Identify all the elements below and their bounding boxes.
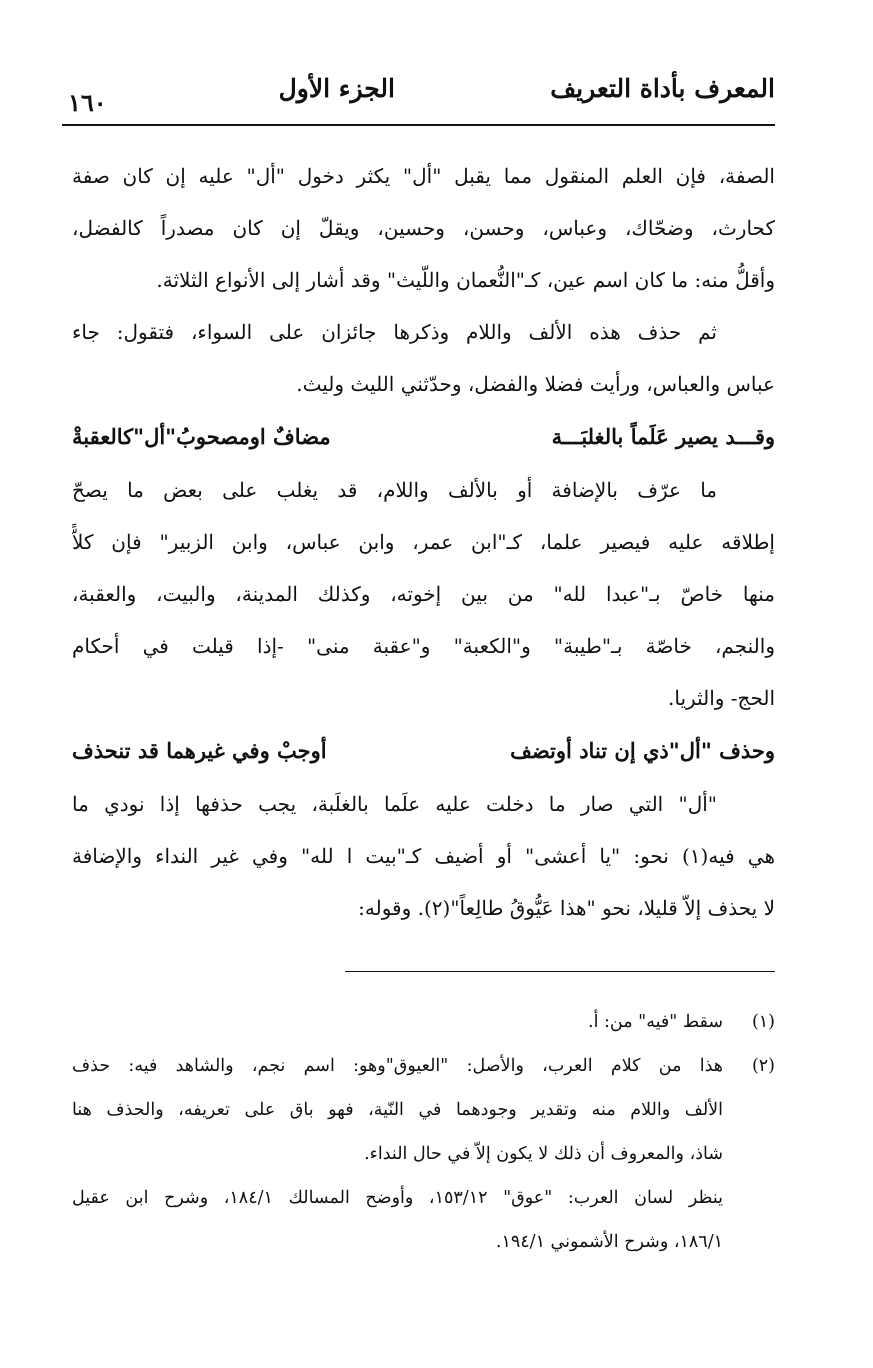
footnote-text: سقط "فيه" من: أ.: [588, 1012, 723, 1032]
verse-second-hemistich: أوجبْ وفي غيرهما قد تنحذف: [72, 738, 327, 763]
footnote-reference: ينظر لسان العرب: "عوق" ١٥٣/١٢، وأوضح المسالك ١٨٤/١، وشرح ابن عقيل: [72, 1188, 723, 1208]
main-text: [72, 150, 775, 934]
text-line: ثم حذف هذه الألف واللام وذكرها جائزان على السواء، فتقول: جاء: [72, 320, 717, 344]
text-line: لا يحذف إلاّ قليلا، نحو "هذا عَيُّوقُ طالِعاً"(٢). وقوله:: [358, 896, 775, 920]
text-line: هي فيه(١) نحو: "يا أعشى" أو أضيف كـ"بيت ا لله" وفي غير النداء والإضافة: [72, 844, 775, 868]
footnote-text: شاذ، والمعروف أن ذلك لا يكون إلاّ في حال النداء.: [364, 1144, 723, 1164]
running-header: [62, 68, 775, 118]
footnote-separator: [345, 971, 775, 972]
verse-1: [72, 410, 775, 464]
footnotes: [72, 1000, 775, 1264]
verse-2: [72, 724, 775, 778]
text-line: كحارث، وضحّاك، وعباس، وحسن، وحسين، ويقلّ إن كان مصدراً كالفضل،: [72, 216, 775, 240]
paragraph-3: [72, 464, 775, 724]
verse-second-hemistich: مضافٌ اومصحوبُ"أل"كالعقبةْ: [72, 424, 331, 449]
footnote-1: [72, 1000, 775, 1044]
chapter-title: المعرف بأداة التعريف: [550, 74, 775, 103]
text-line: والنجم، خاصّة بـ"طيبة" و"الكعبة" و"عقبة منى" -إذا قيلت في أحكام: [72, 634, 775, 658]
paragraph-1: [72, 150, 775, 306]
text-line: ما عرّف بالإضافة أو بالألف واللام، قد يغلب على بعض ما يصحّ: [72, 478, 717, 502]
footnote-number: (٢): [751, 1056, 775, 1076]
header-rule: [62, 124, 775, 126]
footnote-text: هذا من كلام العرب، والأصل: "العيوق"وهو: اسم نجم، والشاهد فيه: حذف: [72, 1056, 723, 1076]
paragraph-2: [72, 306, 775, 410]
text-line: الحج- والثريا.: [668, 686, 775, 710]
verse-first-hemistich: وقـــد يصير عَلَماً بالغلبَـــة: [551, 424, 775, 449]
text-line: منها خاصّ بـ"عبدا لله" من بين إخوته، وكذلك المدينة، والبيت، والعقبة،: [72, 582, 775, 606]
paragraph-4: [72, 778, 775, 934]
text-line: إطلاقه عليه فيصير علما، كـ"ابن عمر، وابن عباس، وابن الزبير" فإن كلاًّ: [72, 530, 775, 554]
footnote-2: [72, 1044, 775, 1264]
page-number: ١٦٠: [68, 88, 107, 117]
footnote-reference: ١٨٦/١، وشرح الأشموني ١٩٤/١.: [495, 1232, 723, 1252]
verse-first-hemistich: وحذف "أل"ذي إن تناد أوتضف: [510, 738, 775, 763]
text-line: الصفة، فإن العلم المنقول مما يقبل "أل" يكثر دخول "أل" عليه إن كان صفة: [72, 164, 775, 188]
part-label: الجزء الأول: [278, 74, 395, 103]
text-line: "أل" التي صار ما دخلت عليه علَما بالغلَبة، يجب حذفها إذا نودي ما: [72, 792, 717, 816]
text-line: وأقلُّ منه: ما كان اسم عين، كـ"النُّعمان واللّيث" وقد أشار إلى الأنواع الثلاثة.: [156, 268, 775, 292]
footnote-text: الألف واللام منه وتقدير وجودهما في النّية، فهو باق على تعريفه، والحذف هنا: [72, 1100, 723, 1120]
text-line: عباس والعباس، ورأيت فضلا والفضل، وحدّثني الليث وليث.: [296, 372, 775, 396]
footnote-number: (١): [751, 1012, 775, 1032]
